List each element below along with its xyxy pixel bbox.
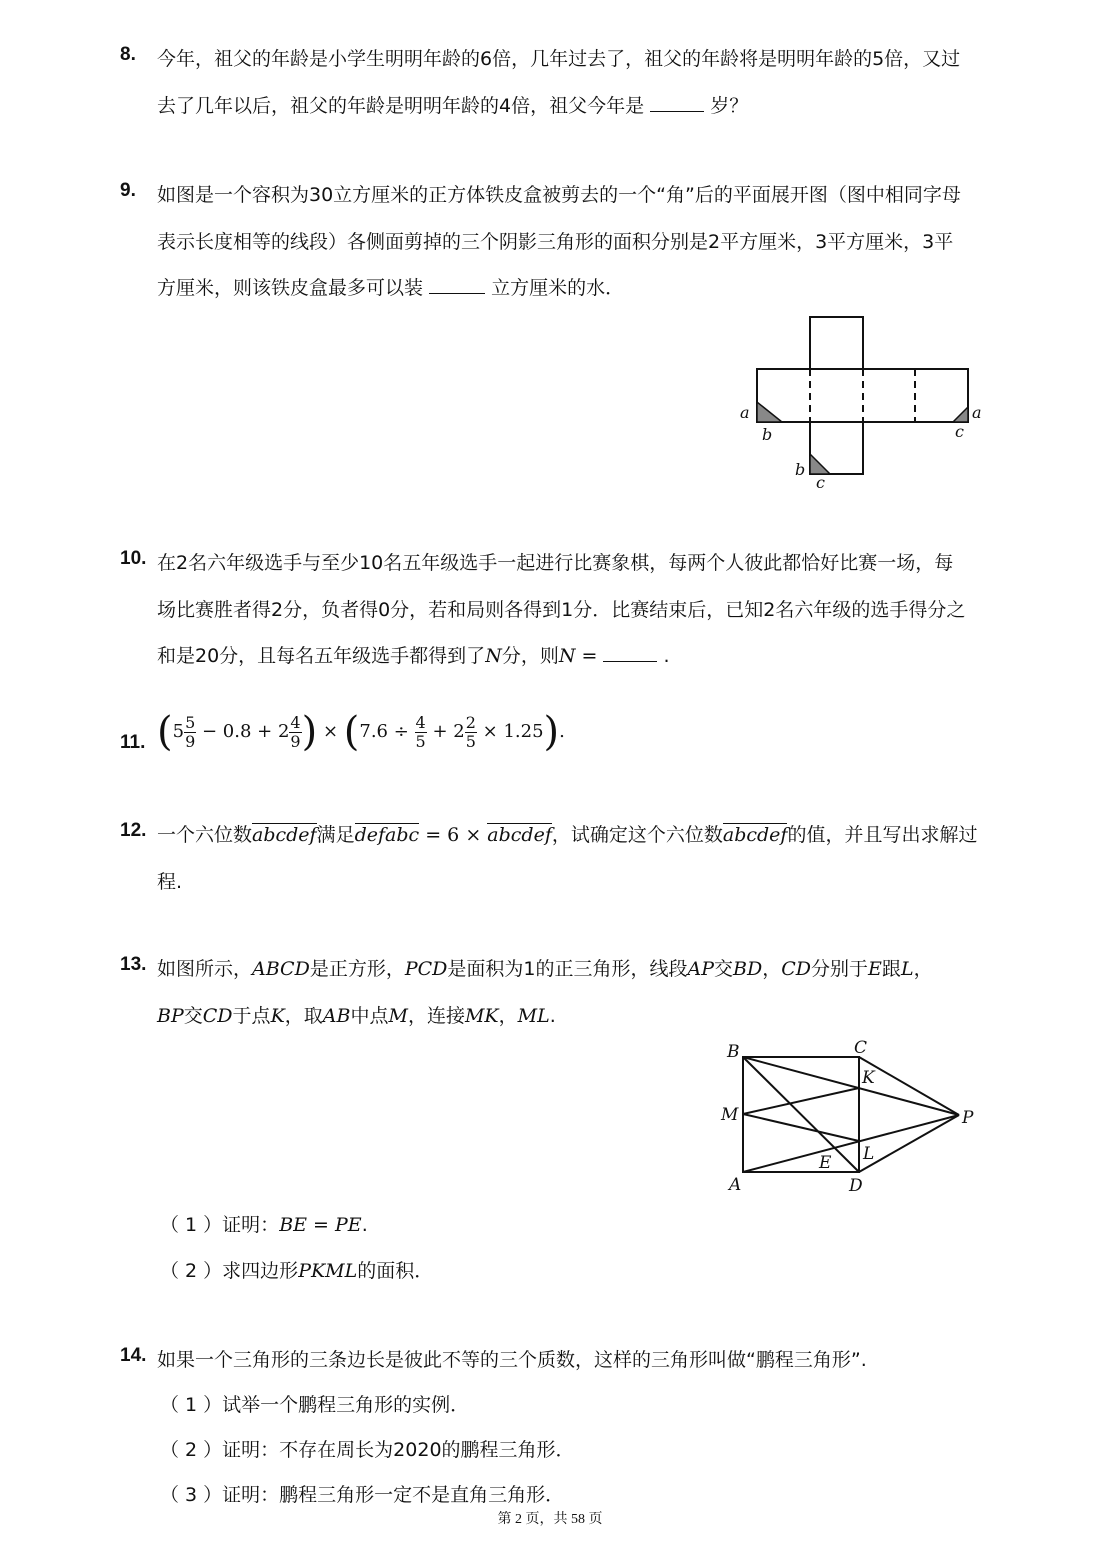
- math-expression: (5 $\frac{5}{9}$ − 0.8 + 2 $\frac{4}{9}$ ) × (7.6 ÷ $\frac{4}{5}$ + 2 $\frac{2}{5}$ × 1.25).: [157, 709, 565, 755]
- answer-blank: [650, 110, 704, 112]
- question-number: 14.: [120, 1345, 147, 1366]
- shaded-triangle: [810, 454, 830, 474]
- sub-question-1: （ 1 ）证明：BE = PE.: [160, 1214, 368, 1236]
- question-text: 一个六位数abcdef满足defabc = 6 × abcdef，试确定这个六位数abcdef的值，并且写出求解过: [157, 824, 978, 846]
- label-a: a: [972, 403, 982, 422]
- question-text: 场比赛胜者得2分，负者得0分，若和局则各得到1分．比赛结束后，已知2名六年级的选手得分之: [157, 599, 966, 621]
- question-text: 如果一个三角形的三条边长是彼此不等的三个质数，这样的三角形叫做“鹏程三角形”.: [157, 1349, 867, 1371]
- question-number: 11.: [120, 732, 146, 753]
- page-footer: 第 2 页，共 58 页: [497, 1512, 603, 1527]
- label-L: L: [863, 1144, 875, 1164]
- label-A: A: [729, 1175, 742, 1195]
- label-K: K: [862, 1068, 875, 1088]
- label-c: c: [955, 422, 964, 441]
- shaded-triangle: [757, 402, 782, 422]
- question-number: 10.: [120, 548, 147, 569]
- label-B: B: [727, 1042, 740, 1062]
- label-E: E: [819, 1153, 832, 1173]
- label-b: b: [762, 425, 773, 444]
- question-number: 13.: [120, 954, 147, 975]
- answer-blank: [429, 292, 485, 294]
- question-number: 12.: [120, 820, 147, 841]
- question-text: 如图所示，ABCD是正方形，PCD是面积为1的正三角形，线段AP交BD，CD分别于E跟L，: [157, 958, 933, 980]
- question-text: 在2名六年级选手与至少10名五年级选手一起进行比赛象棋，每两个人彼此都恰好比赛一场，每: [157, 552, 954, 574]
- label-b: b: [795, 460, 806, 479]
- cube-net-figure: [730, 310, 1000, 495]
- label-a: a: [740, 403, 750, 422]
- question-number: 8.: [120, 44, 136, 65]
- question-text: 程.: [157, 871, 183, 893]
- question-text: 和是20分，且每名五年级选手都得到了N分，则N = .: [157, 645, 670, 667]
- question-number: 9.: [120, 180, 136, 201]
- label-M: M: [721, 1105, 739, 1125]
- question-text: BP交CD于点K，取AB中点M，连接MK，ML.: [157, 1005, 556, 1027]
- label-c: c: [816, 473, 825, 492]
- sub-question-3: （ 3 ）证明：鹏程三角形一定不是直角三角形．: [160, 1484, 565, 1506]
- shaded-triangle: [953, 407, 968, 422]
- label-P: P: [962, 1108, 974, 1128]
- segment-BD: [743, 1057, 859, 1172]
- question-text: 去了几年以后，祖父的年龄是明明年龄的4倍，祖父今年是 岁？: [157, 95, 749, 117]
- label-C: C: [854, 1038, 868, 1058]
- sub-question-1: （ 1 ）试举一个鹏程三角形的实例．: [160, 1394, 470, 1416]
- question-text: 今年，祖父的年龄是小学生明明年龄的6倍，几年过去了，祖父的年龄将是明明年龄的5倍，又过: [157, 48, 961, 70]
- sub-question-2: （ 2 ）证明：不存在周长为2020的鹏程三角形．: [160, 1439, 575, 1461]
- answer-blank: [603, 660, 657, 662]
- sub-question-2: （ 2 ）求四边形PKML的面积．: [160, 1260, 434, 1282]
- question-text: 方厘米，则该铁皮盒最多可以装 立方厘米的水．: [157, 277, 625, 299]
- segment-ML: [743, 1114, 859, 1141]
- question-text: 如图是一个容积为30立方厘米的正方体铁皮盒被剪去的一个“角”后的平面展开图（图中相同字母: [157, 184, 961, 206]
- segment-MK: [743, 1088, 859, 1114]
- net-top-face: [810, 317, 863, 369]
- geometry-figure: [715, 1035, 985, 1200]
- question-text: 表示长度相等的线段）各侧面剪掉的三个阴影三角形的面积分别是2平方厘米，3平方厘米，3平: [157, 231, 954, 253]
- label-D: D: [849, 1176, 863, 1196]
